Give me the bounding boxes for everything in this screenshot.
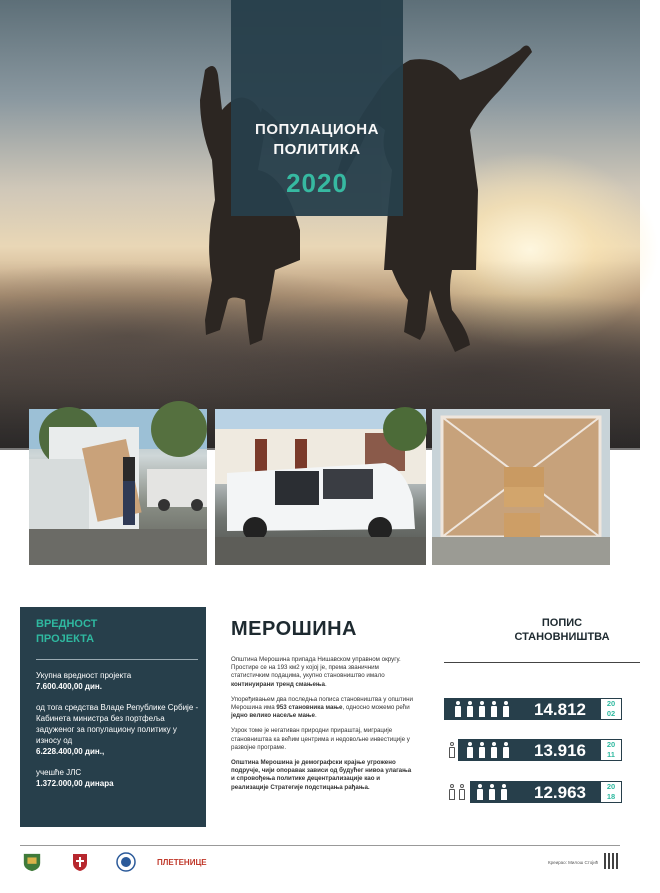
person-outline-icon xyxy=(448,784,456,800)
project-value-text xyxy=(36,670,204,799)
census-value: 14.812 xyxy=(534,700,586,719)
municipality-name: МЕРОШИНА xyxy=(231,618,357,640)
person-icon xyxy=(478,701,486,717)
photo-white-minivan xyxy=(215,409,426,565)
person-outline-icon xyxy=(448,742,456,758)
project-value-heading: ВРЕДНОСТ ПРОЈЕКТА xyxy=(36,618,98,645)
total-label: Укупна вредност пројекта xyxy=(36,671,132,680)
person-icon xyxy=(490,701,498,717)
divider xyxy=(36,659,198,660)
project-value-panel xyxy=(20,607,206,827)
person-icon xyxy=(466,701,474,717)
funds-text: од тога средства Владе Републике Србије - Кабинета министра без портфеља задуженог за популациону политику у износу од xyxy=(36,703,199,745)
funds-value: 6.228.400,00 дин., xyxy=(36,747,105,756)
round-emblem-logo xyxy=(116,852,136,872)
census-year: 20 02 xyxy=(600,698,622,720)
municipality-coat-of-arms-logo xyxy=(20,852,44,872)
pletenice-logo xyxy=(156,852,207,872)
paragraph-1: Општина Мерошина припада Нишавском управном округу. Простире се на 193 км2 у којој је, према званичним статистичким подацима, укупно становништво имало континуирани тренд смањења. xyxy=(231,656,401,688)
title-line-2: ПОЛИТИКА xyxy=(273,141,361,158)
census-row-2011 xyxy=(444,739,622,761)
person-icon xyxy=(490,742,498,758)
census-row-2002 xyxy=(444,698,622,720)
census-divider xyxy=(444,662,640,663)
paragraph-2: Упоређивањем два последња пописа становништва у општини Мерошина има 953 становника мање, односно можемо рећи једно велико насеље мање. xyxy=(231,695,413,720)
serbia-coat-of-arms-logo xyxy=(72,852,88,872)
person-icon xyxy=(466,742,474,758)
lls-label: учешће ЈЛС xyxy=(36,768,82,777)
person-icon xyxy=(476,784,484,800)
credit-text: Креирао: Милош Стојић xyxy=(548,860,599,865)
photo-boxes-packaging xyxy=(432,409,610,565)
person-icon xyxy=(478,742,486,758)
person-icon xyxy=(502,742,510,758)
paragraph-4: Општина Мерошина је демографски крајње угрожено подручје, чији опоравак зависи од будућег нивоа улагања и спровођења политике децентрализације као и реализације Стратегије подстицања рађања. xyxy=(231,759,412,791)
person-outline-icon xyxy=(458,784,466,800)
hero-banner xyxy=(0,0,640,448)
census-value: 13.916 xyxy=(534,741,586,760)
census-value: 12.963 xyxy=(534,783,586,802)
person-icon xyxy=(502,701,510,717)
census-year: 20 18 xyxy=(600,781,622,803)
census-heading: ПОПИС СТАНОВНИШТВА xyxy=(514,617,610,643)
total-value: 7.600.400,00 дин. xyxy=(36,682,102,691)
census-row-2018 xyxy=(444,781,622,803)
lls-value: 1.372.000,00 динара xyxy=(36,779,114,788)
person-icon xyxy=(488,784,496,800)
title-line-1: ПОПУЛАЦИОНА xyxy=(255,121,379,138)
person-icon xyxy=(454,701,462,717)
svg-text:ПЛЕТЕНИЦЕ: ПЛЕТЕНИЦЕ xyxy=(157,858,207,867)
title-year: 2020 xyxy=(286,168,348,198)
person-icon xyxy=(500,784,508,800)
footer-divider xyxy=(20,845,620,846)
municipality-description xyxy=(231,656,416,799)
photo-van-unloading xyxy=(29,409,207,565)
qr-code-icon xyxy=(604,853,620,869)
census-year: 20 11 xyxy=(600,739,622,761)
paragraph-3: Узрок томе је негативан природни прираштај, миграције становништва ка већим центрима и недовољне инвестиције у развојне програме. xyxy=(231,727,410,751)
title-box xyxy=(231,0,403,216)
